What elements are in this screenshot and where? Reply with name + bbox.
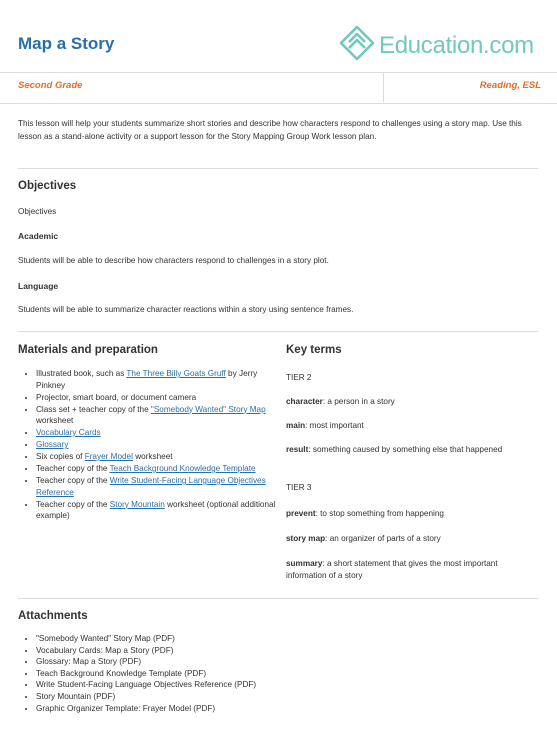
list-item: • Teacher copy of the Teach Background Knowledge Template	[36, 463, 282, 475]
page-title: Map a Story	[18, 34, 115, 53]
attachment-item[interactable]: • "Somebody Wanted" Story Map (PDF)	[36, 633, 556, 645]
attachment-item[interactable]: • Story Mountain (PDF)	[36, 691, 556, 703]
materials-heading: Materials and preparation	[18, 344, 158, 356]
key-term: character: a person in a story	[286, 397, 395, 406]
brand-logo[interactable]	[337, 22, 547, 68]
attachment-item[interactable]: • Vocabulary Cards: Map a Story (PDF)	[36, 645, 556, 657]
grade-subject-band	[0, 72, 557, 104]
attachments-list	[22, 633, 556, 714]
divider	[18, 168, 538, 169]
list-item: • Illustrated book, such as The Three Billy Goats Gruff by Jerry Pinkney	[36, 368, 282, 391]
key-term: main: most important	[286, 421, 364, 430]
attachment-item[interactable]: • Write Student-Facing Language Objectives Reference (PDF)	[36, 679, 556, 691]
link-background-template[interactable]: Teach Background Knowledge Template	[109, 464, 256, 473]
list-item: • Teacher copy of the Story Mountain worksheet (optional additional example)	[36, 499, 282, 522]
subject-label: Reading, ESL	[479, 80, 541, 91]
academic-text: Students will be able to describe how characters respond to challenges in a story plot.	[18, 256, 329, 265]
key-term: prevent: to stop something from happening	[286, 509, 444, 518]
link-frayer-model[interactable]: Frayer Model	[84, 452, 133, 461]
list-item	[36, 427, 282, 439]
education-logo-icon	[337, 24, 377, 64]
tier3-label: TIER 3	[286, 483, 312, 492]
language-heading: Language	[18, 281, 59, 291]
divider	[18, 598, 538, 599]
attachments-heading: Attachments	[18, 610, 88, 622]
materials-list	[22, 368, 282, 522]
link-billy-goats[interactable]: The Three Billy Goats Gruff	[126, 369, 226, 378]
link-language-objectives[interactable]: Write Student-Facing Language Objectives Reference	[36, 476, 266, 497]
list-item: • Class set + teacher copy of the "Somebody Wanted" Story Map worksheet	[36, 404, 282, 427]
list-item: • Six copies of Frayer Model worksheet	[36, 451, 282, 463]
list-item: • Projector, smart board, or document camera	[36, 392, 282, 404]
link-somebody-wanted[interactable]: "Somebody Wanted" Story Map	[150, 404, 266, 414]
key-term: summary: a short statement that gives the most important information of a story	[286, 559, 498, 580]
key-term: story map: an organizer of parts of a story	[286, 534, 441, 543]
language-text: Students will be able to summarize character reactions within a story using sentence frames.	[18, 305, 354, 314]
divider	[18, 331, 538, 332]
objectives-heading: Objectives	[18, 180, 77, 192]
list-item	[36, 439, 282, 451]
tier2-label: TIER 2	[286, 373, 312, 382]
grade-label: Second Grade	[18, 80, 83, 91]
academic-heading: Academic	[18, 231, 59, 241]
attachment-item[interactable]: • Teach Background Knowledge Template (PDF)	[36, 668, 556, 680]
brand-name: Education.com	[379, 32, 534, 59]
attachment-item[interactable]: • Graphic Organizer Template: Frayer Model (PDF)	[36, 703, 556, 715]
objectives-text: Objectives	[18, 207, 57, 216]
link-story-mountain[interactable]: Story Mountain	[109, 499, 165, 509]
attachment-item[interactable]: • Glossary: Map a Story (PDF)	[36, 656, 556, 668]
lesson-intro: This lesson will help your students summarize short stories and describe how characters respond to challenges using a story map. Use this lesson as a stand-alone activity or a support lesson for the Story Mapping Group Work lesson plan.	[18, 119, 522, 141]
link-vocabulary-cards[interactable]: Vocabulary Cards	[36, 428, 101, 437]
key-terms-heading: Key terms	[286, 344, 342, 356]
band-divider	[383, 73, 384, 102]
key-term: result: something caused by something else that happened	[286, 445, 503, 454]
link-glossary[interactable]: Glossary	[36, 440, 69, 449]
list-item: • Teacher copy of the Write Student-Facing Language Objectives Reference	[36, 475, 282, 498]
